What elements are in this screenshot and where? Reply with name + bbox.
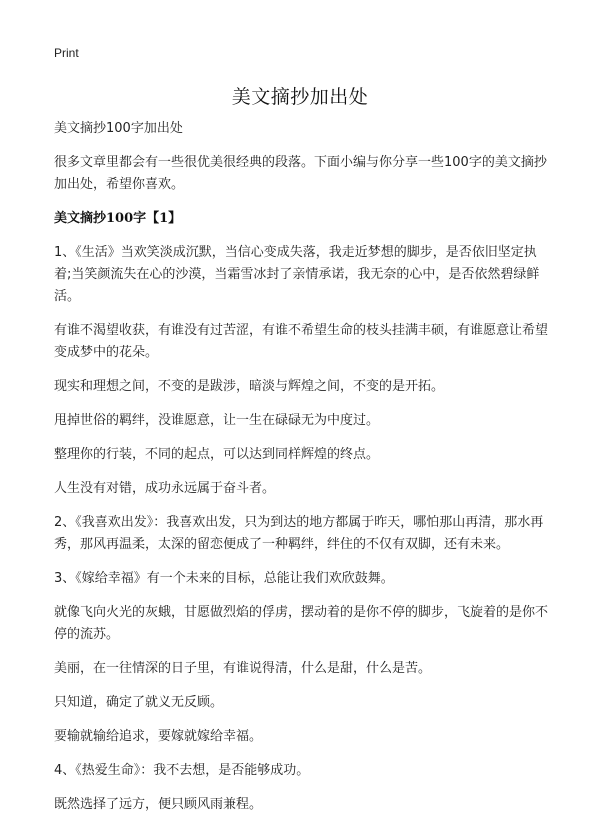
article-intro: 很多文章里都会有一些很优美很经典的段落。下面小编与你分享一些100字的美文摘抄加出处，希望你喜欢。 xyxy=(54,155,547,192)
paragraph: 要输就输给追求，要嫁就嫁给幸福。 xyxy=(54,729,263,744)
paragraph: 甩掉世俗的羁绊，没谁愿意，让一生在碌碌无为中度过。 xyxy=(54,413,380,428)
paragraph: 3、《嫁给幸福》有一个未来的目标，总能让我们欢欣鼓舞。 xyxy=(54,571,394,586)
paragraph: 现实和理想之间，不变的是跋涉，暗淡与辉煌之间，不变的是开拓。 xyxy=(54,379,445,394)
paragraph: 美丽，在一往情深的日子里，有谁说得清，什么是甜，什么是苦。 xyxy=(54,661,432,676)
print-link[interactable]: Print xyxy=(54,46,79,60)
paragraph: 整理你的行装，不同的起点，可以达到同样辉煌的终点。 xyxy=(54,447,380,462)
paragraph: 只知道，确定了就义无反顾。 xyxy=(54,695,224,710)
paragraph: 既然选择了远方，便只顾风雨兼程。 xyxy=(54,797,263,812)
article-body xyxy=(54,118,554,828)
article-intro-heading: 美文摘抄100字加出处 xyxy=(54,121,183,136)
paragraph: 有谁不渴望收获，有谁没有过苦涩，有谁不希望生命的枝头挂满丰硕，有谁愿意让希望变成梦中的花朵。 xyxy=(54,323,549,360)
paragraph: 2、《我喜欢出发》：我喜欢出发，只为到达的地方都属于昨天，哪怕那山再清，那水再秀，那风再温柔，太深的留恋便成了一种羁绊，绊住的不仅有双脚，还有未来。 xyxy=(54,515,544,552)
section-heading: 美文摘抄100字【1】 xyxy=(54,211,182,226)
page-title: 美文摘抄加出处 xyxy=(231,86,369,108)
paragraph: 人生没有对错，成功永远属于奋斗者。 xyxy=(54,481,276,496)
paragraph: 就像飞向火光的灰蛾，甘愿做烈焰的俘虏，摆动着的是你不停的脚步，飞旋着的是你不停的流苏。 xyxy=(54,605,549,642)
paragraph: 4、《热爱生命》：我不去想，是否能够成功。 xyxy=(54,763,310,778)
paragraph: 1、《生活》当欢笑淡成沉默，当信心变成失落，我走近梦想的脚步，是否依旧坚定执着;当笑颜流失在心的沙漠，当霜雪冰封了亲情承诺，我无奈的心中，是否依然碧绿鲜活。 xyxy=(54,245,540,304)
